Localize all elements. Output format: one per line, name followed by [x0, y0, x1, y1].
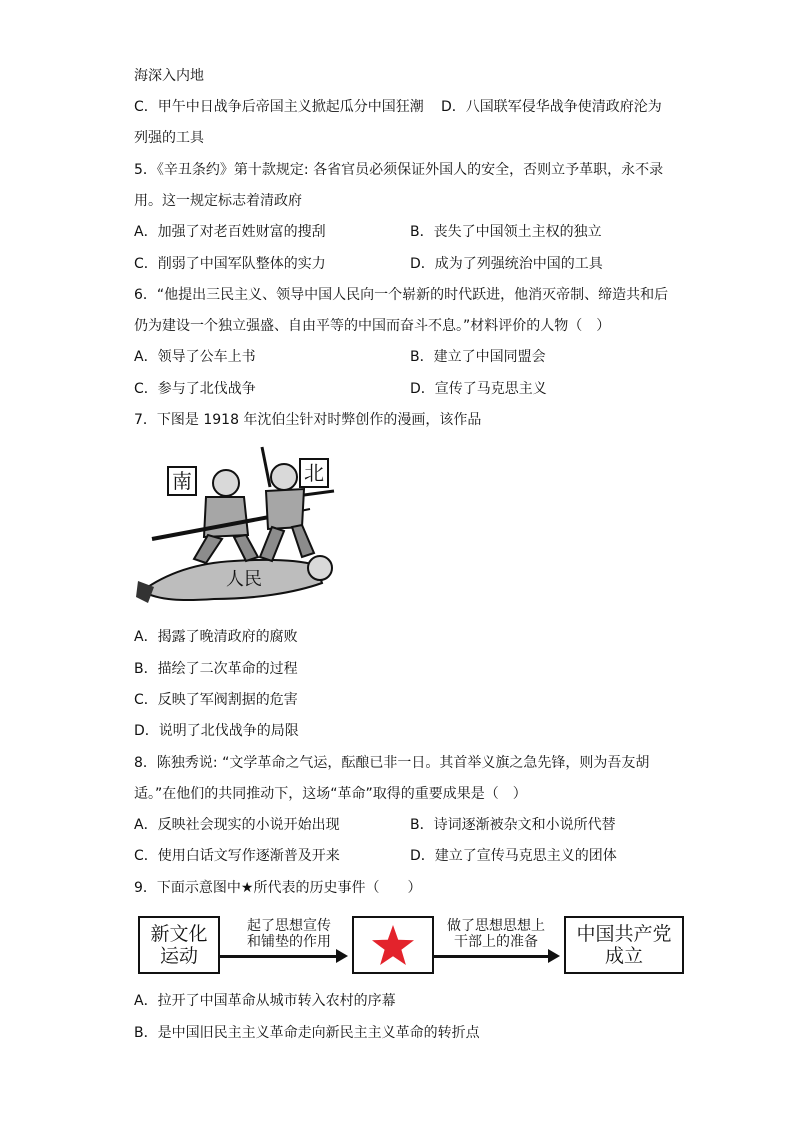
- flow-arrow2-label: [434, 918, 558, 950]
- q7-option-b: B．描绘了二次革命的过程: [134, 661, 298, 677]
- q6-option-d: D．宣传了马克思主义: [410, 381, 547, 397]
- q9-option-a: A．拉开了中国革命从城市转入农村的序幕: [134, 993, 396, 1009]
- q8-option-d: D．建立了宣传马克思主义的团体: [410, 848, 617, 864]
- q8-stem-line1: 8．陈独秀说: “文学革命之气运，酝酿已非一日。其首举义旗之急先锋，则为吾友胡: [134, 755, 650, 771]
- q8-option-a: A．反映社会现实的小说开始出现: [134, 817, 340, 833]
- flow-box-ccp-line2: 成立: [604, 945, 643, 967]
- q5-stem-line1: 5．《辛丑条约》第十款规定: 各省官员必须保证外国人的安全，否则立予革职，永不录: [134, 162, 664, 178]
- q7-stem: 7．下图是 1918 年沈伯尘针对时弊创作的漫画，该作品: [134, 412, 482, 428]
- q8-option-b: B．诗词逐渐被杂文和小说所代替: [410, 817, 616, 833]
- flow-arrow1-label: [224, 918, 354, 950]
- q6-option-b: B．建立了中国同盟会: [410, 349, 546, 365]
- q4-option-d-continuation: 列强的工具: [134, 130, 204, 146]
- flow-arrow2-label-line1: 做了思想思想上: [447, 918, 545, 934]
- flow-arrow2-label-line2: 干部上的准备: [454, 934, 538, 950]
- q6-option-a: A．领导了公车上书: [134, 349, 256, 365]
- flow-box-new-culture: [138, 916, 220, 974]
- flow-box-new-culture-line1: 新文化: [150, 923, 208, 945]
- q7-option-d: D．说明了北伐战争的局限: [134, 723, 299, 739]
- q9-stem: 9．下面示意图中★所代表的历史事件（ ）: [134, 880, 422, 896]
- flow-arrow1-label-line1: 起了思想宣传: [247, 918, 331, 934]
- star-icon: [371, 924, 415, 966]
- flow-box-ccp-line1: 中国共产党: [576, 923, 672, 945]
- q6-stem-line1: 6．“他提出三民主义、领导中国人民向一个崭新的时代跃进，他消灭帝制、缔造共和后: [134, 287, 669, 303]
- flow-arrow2: [432, 955, 556, 958]
- q5-option-d: D．成为了列强统治中国的工具: [410, 256, 603, 272]
- q6-stem-line2: 仍为建设一个独立强盛、自由平等的中国而奋斗不息。”材料评价的人物（ ）: [134, 318, 611, 334]
- q6-option-c: C．参与了北伐战争: [134, 381, 256, 397]
- q8-option-c: C．使用白话文写作逐渐普及开来: [134, 848, 340, 864]
- q9-flow-diagram: [134, 912, 686, 978]
- flow-box-star: [352, 916, 434, 974]
- q5-option-a: A．加强了对老百姓财富的搜刮: [134, 224, 326, 240]
- cartoon-south-label: 南: [172, 469, 192, 493]
- q7-cartoon: [134, 443, 346, 611]
- cartoon-people-label: 人民: [226, 569, 262, 590]
- q7-option-a: A．揭露了晚清政府的腐败: [134, 629, 298, 645]
- flow-arrow1: [218, 955, 344, 958]
- q8-stem-line2: 适。”在他们的共同推动下，这场“革命”取得的重要成果是（ ）: [134, 786, 527, 802]
- q7-option-c: C．反映了军阀割据的危害: [134, 692, 298, 708]
- flow-arrow1-label-line2: 和铺垫的作用: [247, 934, 331, 950]
- q4-continuation: 海深入内地: [134, 68, 204, 84]
- q5-option-b: B．丧失了中国领土主权的独立: [410, 224, 602, 240]
- q5-option-c: C．削弱了中国军队整体的实力: [134, 256, 326, 272]
- q4-option-d: D．八国联军侵华战争使清政府沦为: [441, 99, 662, 115]
- cartoon-north-label: 北: [304, 461, 324, 485]
- flow-box-new-culture-line2: 运动: [159, 945, 198, 967]
- q5-stem-line2: 用。这一规定标志着清政府: [134, 193, 302, 209]
- flow-box-ccp-founding: [564, 916, 684, 974]
- q9-option-b: B．是中国旧民主主义革命走向新民主主义革命的转折点: [134, 1025, 480, 1041]
- q4-option-c: C．甲午中日战争后帝国主义掀起瓜分中国狂潮: [134, 99, 424, 115]
